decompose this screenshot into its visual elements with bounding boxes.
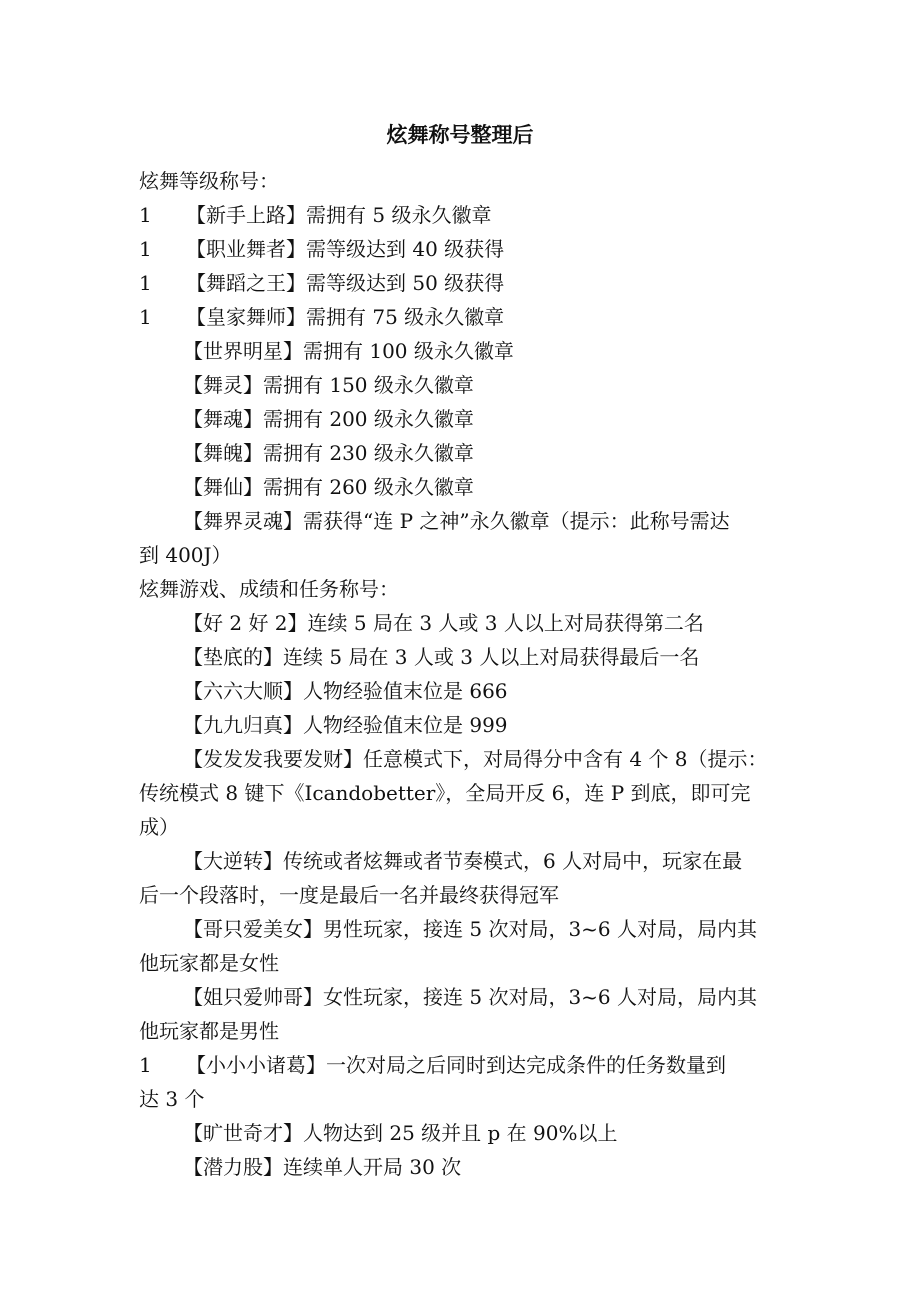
list-item: 【舞魄】需拥有 230 级永久徽章 [183,441,474,465]
list-item: 【潜力股】连续单人开局 30 次 [183,1155,462,1179]
list-item-continuation: 他玩家都是男性 [139,1019,279,1043]
list-item: 【发发发我要发财】任意模式下，对局得分中含有 4 个 8（提示： [183,747,768,771]
list-item: 【新手上路】需拥有 5 级永久徽章 [186,203,492,227]
list-item-continuation: 达 3 个 [139,1087,205,1111]
list-item-continuation: 后一个段落时，一度是最后一名并最终获得冠军 [139,883,559,907]
list-item-continuation: 成） [139,815,179,839]
list-item: 【好 2 好 2】连续 5 局在 3 人或 3 人以上对局获得第二名 [183,611,704,635]
list-item: 【旷世奇才】人物达到 25 级并且 p 在 90%以上 [183,1121,618,1145]
list-number: 1 [139,305,152,329]
list-item: 【姐只爱帅哥】女性玩家，接连 5 次对局，3~6 人对局，局内其 [183,985,758,1009]
list-number: 1 [139,203,152,227]
list-item: 【舞仙】需拥有 260 级永久徽章 [183,475,474,499]
section-heading-level-titles: 炫舞等级称号： [139,169,279,193]
list-item: 【舞蹈之王】需等级达到 50 级获得 [186,271,505,295]
list-item-continuation: 传统模式 8 键下《Icandobetter》，全局开反 6，连 P 到底，即可完 [139,781,751,805]
document-title: 炫舞称号整理后 [386,122,534,147]
list-number: 1 [139,271,152,295]
list-item: 【舞界灵魂】需获得“连 P 之神”永久徽章（提示：此称号需达 [183,509,730,533]
list-item: 【舞魂】需拥有 200 级永久徽章 [183,407,474,431]
list-item: 【皇家舞师】需拥有 75 级永久徽章 [186,305,505,329]
section-heading-game-titles: 炫舞游戏、成绩和任务称号： [139,577,399,601]
list-item: 【哥只爱美女】男性玩家，接连 5 次对局，3~6 人对局，局内其 [183,917,758,941]
list-number: 1 [139,237,152,261]
list-item: 【大逆转】传统或者炫舞或者节奏模式，6 人对局中，玩家在最 [183,849,743,873]
list-item: 【小小小诸葛】一次对局之后同时到达完成条件的任务数量到 [186,1053,726,1077]
list-item: 【垫底的】连续 5 局在 3 人或 3 人以上对局获得最后一名 [183,645,700,669]
list-item: 【舞灵】需拥有 150 级永久徽章 [183,373,474,397]
list-item-continuation: 他玩家都是女性 [139,951,279,975]
list-item: 【世界明星】需拥有 100 级永久徽章 [183,339,514,363]
list-item: 【职业舞者】需等级达到 40 级获得 [186,237,505,261]
list-number: 1 [139,1053,152,1077]
list-item: 【九九归真】人物经验值末位是 999 [183,713,508,737]
list-item: 【六六大顺】人物经验值末位是 666 [183,679,508,703]
list-item-continuation: 到 400J） [139,543,232,567]
